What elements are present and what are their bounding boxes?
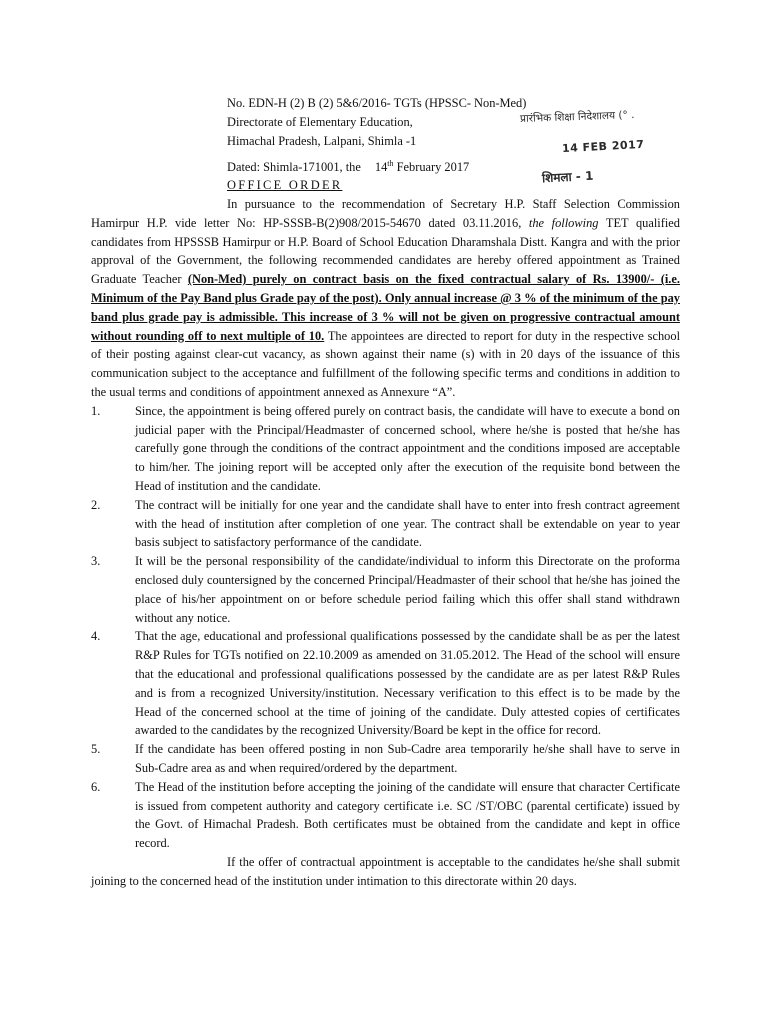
- stamp-place: शिमला - 1: [541, 168, 594, 186]
- date-prefix: Dated: Shimla-171001, the: [227, 160, 361, 174]
- condition-number: 2.: [91, 497, 101, 512]
- intro-text-3: The appointees are directed to report for duty in the respective school of their posting against clear-cut vacancy, as shown against their name (s) with in 20 days of the issuance of this communication subject to the acceptance and fulfillment of the following specific terms and conditions in addition to the usual terms and conditions of appointment annexed as Annexure “A”.: [91, 328, 681, 399]
- directorate-name: Directorate of Elementary Education,: [227, 114, 413, 129]
- date-day: 14: [374, 160, 388, 174]
- condition-text: The contract will be initially for one year and the candidate shall have to enter into fresh contract agreement with the head of institution after completion of one year. The contract shall be extendable on year to year basis subject to satisfactory performance of the candidate.: [135, 497, 680, 550]
- condition-item-2: [91, 496, 680, 552]
- condition-text: The Head of the institution before accepting the joining of the candidate will ensure that character Certificate is issued from competent authority and category certificate i.e. SC /ST/OBC (parental certificate) issued by the Govt. of Himachal Pradesh. Both certificates must be obtained from the candidate and kept in office record.: [135, 779, 680, 851]
- office-order-title: OFFICE ORDER: [227, 178, 343, 192]
- intro-italic: the following: [528, 215, 599, 230]
- intro-text-1: In pursuance to the recommendation of Secretary H.P. Staff Selection Commission Hamirpur H.P. vide letter No: HP-SSSB-B(2)908/2015-54670 dated 03.11.2016,: [91, 197, 680, 230]
- stamp-office-line: प्रारंभिक शिक्षा निदेशालय (° .: [519, 109, 635, 125]
- document-body: [91, 195, 680, 890]
- condition-item-4: [91, 627, 680, 740]
- condition-text: Since, the appointment is being offered purely on contract basis, the candidate will have to execute a bond on judicial paper with the Principal/Headmaster of concerned school, where he/she is posted that he/she has carefully gone through the conditions of the contract appointment and the conditions imposed are acceptable to him/her. The joining report will be accepted only after the execution of the requisite bond between the Head of institution and the candidate.: [135, 403, 680, 493]
- intro-paragraph: [91, 195, 680, 402]
- received-stamp: [512, 108, 674, 190]
- condition-item-6: [91, 778, 680, 853]
- date-month-year: February 2017: [396, 160, 470, 174]
- date-ordinal: th: [387, 158, 394, 168]
- closing-paragraph: If the offer of contractual appointment is acceptable to the candidates he/she shall submit joining to the concerned head of the institution under intimation to this directorate within 20 days.: [91, 854, 680, 888]
- condition-item-3: [91, 552, 680, 627]
- condition-item-1: [91, 402, 680, 496]
- condition-number: 4.: [91, 629, 101, 644]
- salary-terms: (Non-Med) purely on contract basis on the fixed contractual salary of Rs. 13900/- (i.e. Minimum of the Pay Band plus Grade pay of the post). Only annual increase @ 3 % of the minimum of the pay band plus grade pay is admissible. This increase of 3 % will not be given on progressive contractual amount without rounding off to next multiple of 10.: [91, 272, 680, 343]
- directorate-address: Himachal Pradesh, Lalpani, Shimla -1: [227, 133, 417, 148]
- condition-number: 6.: [91, 779, 101, 794]
- reference-number: No. EDN-H (2) B (2) 5&6/2016- TGTs (HPSSC- Non-Med): [227, 96, 527, 110]
- intro-text-2: TET qualified candidates from HPSSSB Hamirpur or H.P. Board of School Education Dharamshala Distt. Kangra and with the prior approval of the Government, the following recommended candidates are hereby offered appointment as Trained Graduate Teacher: [91, 215, 680, 287]
- condition-number: 1.: [91, 403, 101, 418]
- condition-number: 3.: [91, 554, 101, 569]
- condition-item-5: [91, 740, 680, 778]
- condition-text: If the candidate has been offered posting in non Sub-Cadre area temporarily he/she shall have to serve in Sub-Cadre area as and when required/ordered by the department.: [135, 742, 680, 775]
- date-line: [227, 158, 469, 177]
- condition-text: That the age, educational and professional qualifications possessed by the candidate shall be as per the latest R&P Rules for TGTs notified on 22.10.2009 as amended on 31.05.2012. The Head of the school will ensure that the educational and professional qualifications possessed by the candidate are as per latest R&P Rules and is from a recognized University/institution. Necessary verification to this effect is to be made by the Head of the concerned school at the time of joining of the candidate. Duly attested copies of certificates awarded to the candidates by the recognized University/Board be kept in the office for record.: [135, 629, 680, 738]
- condition-number: 5.: [91, 742, 101, 757]
- letter-header: [227, 94, 527, 150]
- stamp-date: 14 FEB 2017: [561, 137, 645, 156]
- condition-text: It will be the personal responsibility of the candidate/individual to inform this Directorate on the proforma enclosed duly countersigned by the concerned Principal/Headmaster of their school that he/she has joined the place of his/her appointment on or before schedule period failing which this offer shall stand withdrawn without any notice.: [135, 554, 680, 625]
